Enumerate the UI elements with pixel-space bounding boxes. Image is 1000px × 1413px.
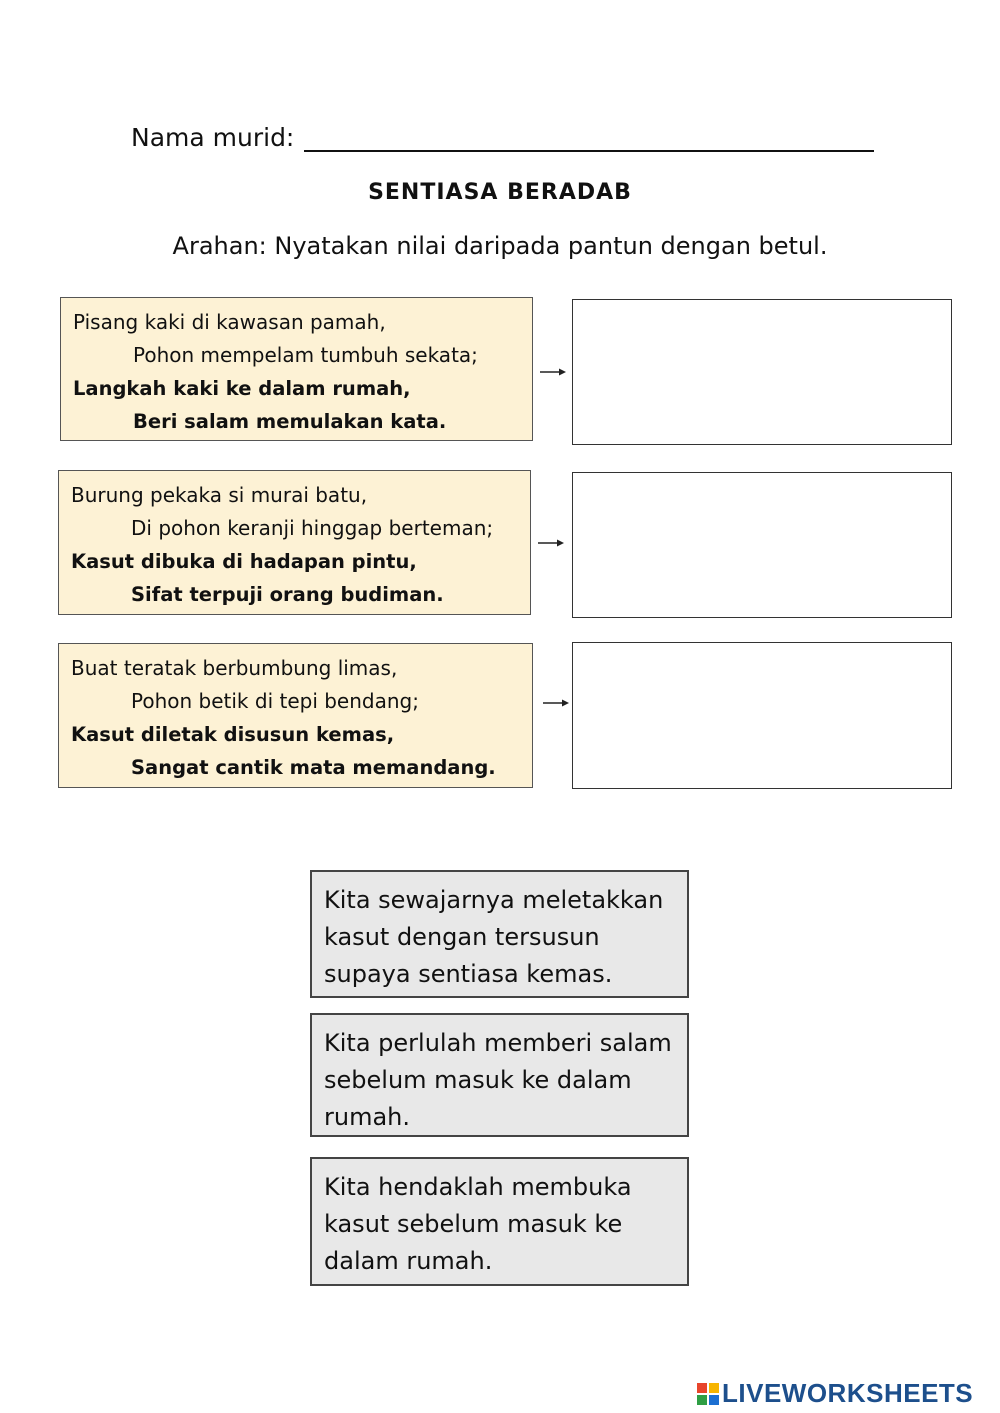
- pantun-line: Pisang kaki di kawasan pamah,: [73, 310, 386, 334]
- logo-square: [697, 1395, 707, 1405]
- answer-option-2[interactable]: Kita perlulah memberi salam sebelum masuk ke dalam rumah.: [310, 1013, 689, 1137]
- arrow-right-icon: [540, 367, 566, 377]
- logo-square: [697, 1383, 707, 1393]
- pantun-line: Buat teratak berbumbung limas,: [71, 656, 398, 680]
- pantun-line: Pohon mempelam tumbuh sekata;: [133, 343, 478, 367]
- answer-option-1[interactable]: Kita sewajarnya meletakkan kasut dengan tersusun supaya sentiasa kemas.: [310, 870, 689, 998]
- answer-box-2[interactable]: [572, 472, 952, 618]
- student-name-field[interactable]: [304, 122, 874, 152]
- pantun-line: Di pohon keranji hinggap berteman;: [131, 516, 494, 540]
- instruction-text: Arahan: Nyatakan nilai daripada pantun dengan betul.: [172, 232, 828, 260]
- pantun-line: Kasut dibuka di hadapan pintu,: [71, 550, 417, 573]
- pantun-line: Langkah kaki ke dalam rumah,: [73, 377, 411, 400]
- pantun-line: Kasut diletak disusun kemas,: [71, 723, 395, 746]
- pantun-line: Beri salam memulakan kata.: [133, 410, 447, 433]
- page-title: SENTIASA BERADAB: [368, 180, 632, 205]
- arrow-right-icon: [543, 698, 569, 708]
- pantun-line: Pohon betik di tepi bendang;: [131, 689, 419, 713]
- answer-box-1[interactable]: [572, 299, 952, 445]
- logo-square: [709, 1395, 719, 1405]
- pantun-card-3: [58, 643, 533, 788]
- logo-square: [709, 1383, 719, 1393]
- answer-option-3[interactable]: Kita hendaklah membuka kasut sebelum masuk ke dalam rumah.: [310, 1157, 689, 1286]
- answer-box-3[interactable]: [572, 642, 952, 789]
- liveworksheets-logo: [697, 1378, 973, 1409]
- logo-text: LIVEWORKSHEETS: [722, 1378, 974, 1408]
- pantun-card-2: [58, 470, 531, 615]
- arrow-right-icon: [538, 538, 564, 548]
- student-name-label: Nama murid:: [131, 123, 295, 152]
- pantun-card-1: [60, 297, 533, 441]
- logo-squares-icon: [697, 1383, 719, 1405]
- pantun-line: Sangat cantik mata memandang.: [131, 756, 496, 779]
- pantun-line: Burung pekaka si murai batu,: [71, 483, 368, 507]
- student-name-row: [131, 122, 874, 152]
- pantun-line: Sifat terpuji orang budiman.: [131, 583, 444, 606]
